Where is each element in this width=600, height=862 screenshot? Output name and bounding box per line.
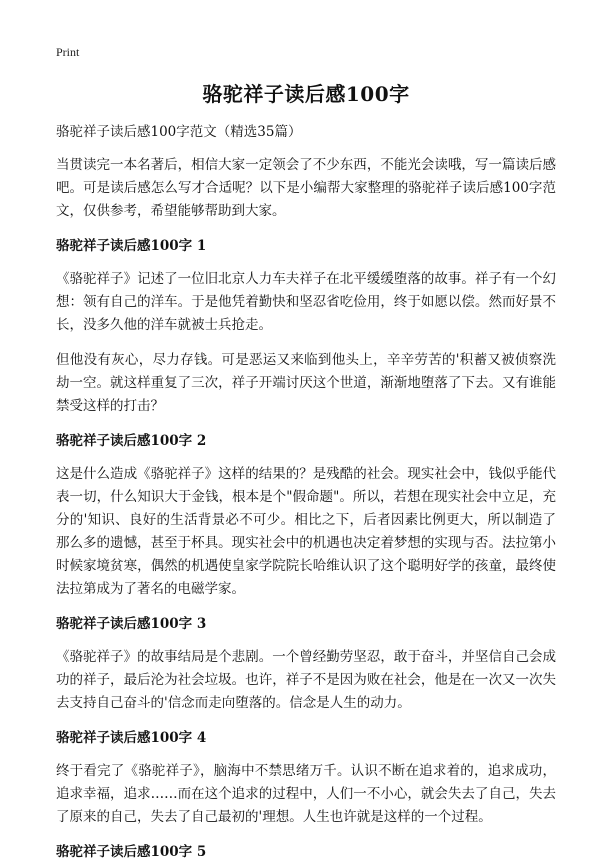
section-paragraph: 《骆驼祥子》的故事结局是个悲剧。一个曾经勤劳坚忍，敢于奋斗，并坚信自己会成功的祥子，最后沦为社会垃圾。也许，祥子不是因为败在社会，他是在一次又一次失去支持自己奋斗的'信念而走向堕落的。信念是人生的动力。	[56, 649, 556, 711]
essay-section	[56, 728, 556, 829]
document-title: 骆驼祥子读后感100字	[202, 82, 410, 106]
section-heading: 骆驼祥子读后感100字 3	[56, 616, 207, 632]
essay-section	[56, 236, 556, 418]
document-page	[56, 44, 556, 862]
essay-section	[56, 614, 556, 715]
section-heading: 骆驼祥子读后感100字 2	[56, 433, 207, 449]
section-heading: 骆驼祥子读后感100字 4	[56, 730, 207, 746]
section-paragraph: 终于看完了《骆驼祥子》，脑海中不禁思绪万千。认识不断在追求着的，追求成功，追求幸福，追求……而在这个追求的过程中，人们一不小心，就会失去了自己，失去了原来的自己，失去了自己最初的'理想。人生也许就是这样的一个过程。	[56, 763, 556, 825]
print-link[interactable]: Print	[56, 45, 80, 59]
document-subtitle: 骆驼祥子读后感100字范文（精选35篇）	[56, 124, 302, 140]
section-paragraph: 这是什么造成《骆驼祥子》这样的结果的？是残酷的社会。现实社会中，钱似乎能代表一切，什么知识大于金钱，根本是个"假命题"。所以，若想在现实社会中立足，充分的'知识、良好的生活背景必不可少。相比之下，后者因素比例更大，所以制造了那么多的遗憾，甚至于杯具。现实社会中的机遇也决定着梦想的实现与否。法拉第小时候家境贫寒，偶然的机遇使皇家学院院长哈维认识了这个聪明好学的孩童，最终使法拉第成为了著名的电磁学家。	[56, 466, 556, 597]
section-heading: 骆驼祥子读后感100字 1	[56, 238, 207, 254]
essay-section	[56, 431, 556, 601]
section-heading: 骆驼祥子读后感100字 5	[56, 844, 207, 860]
section-paragraph: 但他没有灰心，尽力存钱。可是恶运又来临到他头上，辛辛劳苦的'积蓄又被侦察洗劫一空。就这样重复了三次，祥子开端讨厌这个世道，渐渐地堕落了下去。又有谁能禁受这样的打击？	[56, 352, 556, 414]
intro-paragraph: 当贯读完一本名著后，相信大家一定领会了不少东西，不能光会读哦，写一篇读后感吧。可是读后感怎么写才合适呢？以下是小编帮大家整理的骆驼祥子读后感100字范文，仅供参考，希望能够帮助到大家。	[56, 157, 556, 219]
essay-section	[56, 842, 556, 862]
section-paragraph: 《骆驼祥子》记述了一位旧北京人力车夫祥子在北平缓缓堕落的故事。祥子有一个幻想：领有自己的洋车。于是他凭着勤快和坚忍省吃俭用，终于如愿以偿。然而好景不长，没多久他的洋车就被士兵抢走。	[56, 271, 556, 333]
